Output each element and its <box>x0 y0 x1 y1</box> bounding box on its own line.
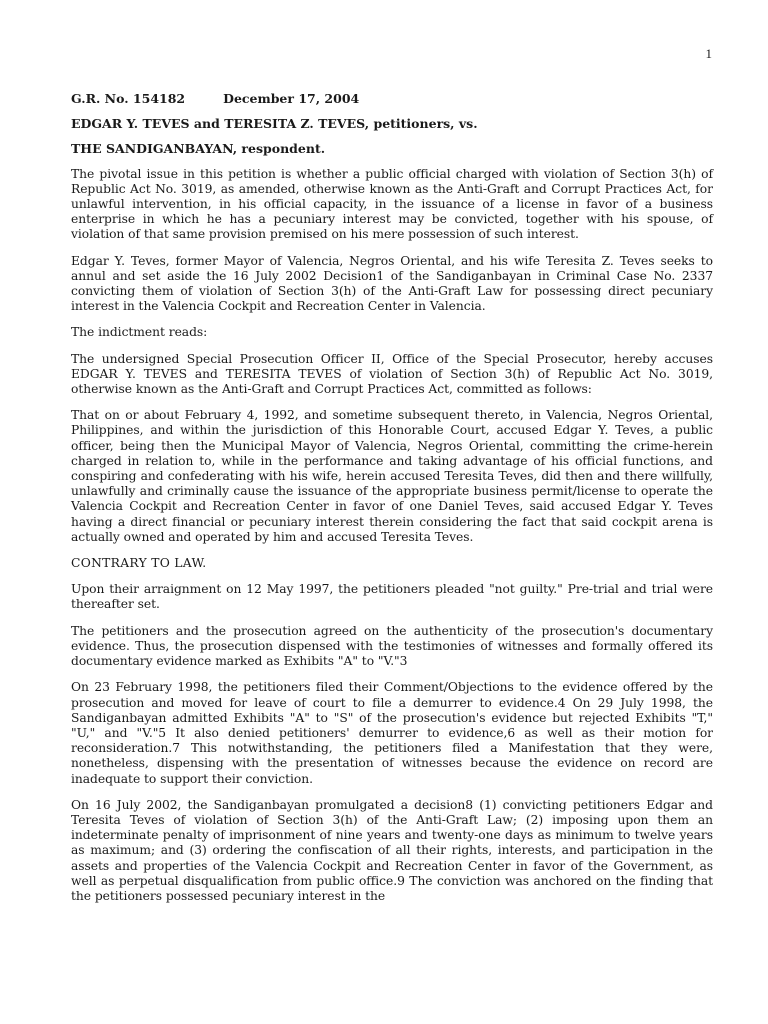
case-header <box>71 91 713 106</box>
paragraph: The petitioners and the prosecution agreed on the authenticity of the prosecution's documentary evidence. Thus, the prosecution dispensed with the testimonies of witnesses and formally offered its documentary evidence marked as Exhibits "A" to "V."3 <box>71 623 713 669</box>
paragraph: The pivotal issue in this petition is whether a public official charged with violation of Section 3(h) of Republic Act No. 3019, as amended, otherwise known as the Anti-Graft and Corrupt Practices Act, for unlawful intervention, in his official capacity, in the issuance of a license in favor of a business enterprise in which he has a pecuniary interest may be convicted, together with his spouse, of violation of that same provision premised on his mere possession of such interest. <box>71 166 713 242</box>
case-number: G.R. No. 154182 <box>71 91 186 106</box>
document-body <box>71 91 713 915</box>
paragraph: The indictment reads: <box>71 325 208 340</box>
case-date: December 17, 2004 <box>223 91 360 106</box>
paragraph: That on or about February 4, 1992, and sometime subsequent thereto, in Valencia, Negros Oriental, Philippines, and within the jurisdiction of this Honorable Court, accused Edgar Y. Teves, a public officer, being then the Municipal Mayor of Valencia, Negros Oriental, committing the crime-herein charged in relation to, while in the performance and taking advantage of his official functions, and conspiring and confederating with his wife, herein accused Teresita Teves, did then and there willfully, unlawfully and criminally cause the issuance of the appropriate business permit/license to operate the Valencia Cockpit and Recreation Center in favor of one Daniel Teves, said accused Edgar Y. Teves having a direct financial or pecuniary interest therein considering the fact that said cockpit arena is actually owned and operated by him and accused Teresita Teves. <box>71 408 713 544</box>
paragraph: On 16 July 2002, the Sandiganbayan promulgated a decision8 (1) convicting petitioners Edgar and Teresita Teves of violation of Section 3(h) of the Anti-Graft Law; (2) imposing upon them an indeterminate penalty of imprisonment of nine years and twenty-one days as minimum to twelve years as maximum; and (3) ordering the confiscation of all their rights, interests, and participation in the assets and properties of the Valencia Cockpit and Recreation Center in favor of the Government, as well as perpetual disqualification from public office.9 The conviction was anchored on the finding that the petitioners possessed pecuniary interest in the <box>71 797 713 903</box>
petitioners-heading: EDGAR Y. TEVES and TERESITA Z. TEVES, petitioners, vs. <box>71 116 478 132</box>
contrary-to-law: CONTRARY TO LAW. <box>71 556 207 571</box>
paragraph: The undersigned Special Prosecution Officer II, Office of the Special Prosecutor, hereby accuses EDGAR Y. TEVES and TERESITA TEVES of violation of Section 3(h) of Republic Act No. 3019, otherwise known as the Anti-Graft and Corrupt Practices Act, committed as follows: <box>71 351 713 397</box>
paragraph: Edgar Y. Teves, former Mayor of Valencia, Negros Oriental, and his wife Teresita Z. Teves seeks to annul and set aside the 16 July 2002 Decision1 of the Sandiganbayan in Criminal Case No. 2337 convicting them of violation of Section 3(h) of the Anti-Graft Law for possessing direct pecuniary interest in the Valencia Cockpit and Recreation Center in Valencia. <box>71 253 713 314</box>
page-number: 1 <box>705 46 712 61</box>
paragraph: On 23 February 1998, the petitioners filed their Comment/Objections to the evidence offered by the prosecution and moved for leave of court to file a demurrer to evidence.4 On 29 July 1998, the Sandiganbayan admitted Exhibits "A" to "S" of the prosecution's evidence but rejected Exhibits "T," "U," and "V."5 It also denied petitioners' demurrer to evidence,6 as well as their motion for reconsideration.7 This notwithstanding, the petitioners filed a Manifestation that they were, nonetheless, dispensing with the presentation of witnesses because the evidence on record are inadequate to support their conviction. <box>71 680 713 786</box>
respondent-heading: THE SANDIGANBAYAN, respondent. <box>71 141 326 157</box>
paragraph: Upon their arraignment on 12 May 1997, the petitioners pleaded "not guilty." Pre-trial and trial were thereafter set. <box>71 582 713 612</box>
